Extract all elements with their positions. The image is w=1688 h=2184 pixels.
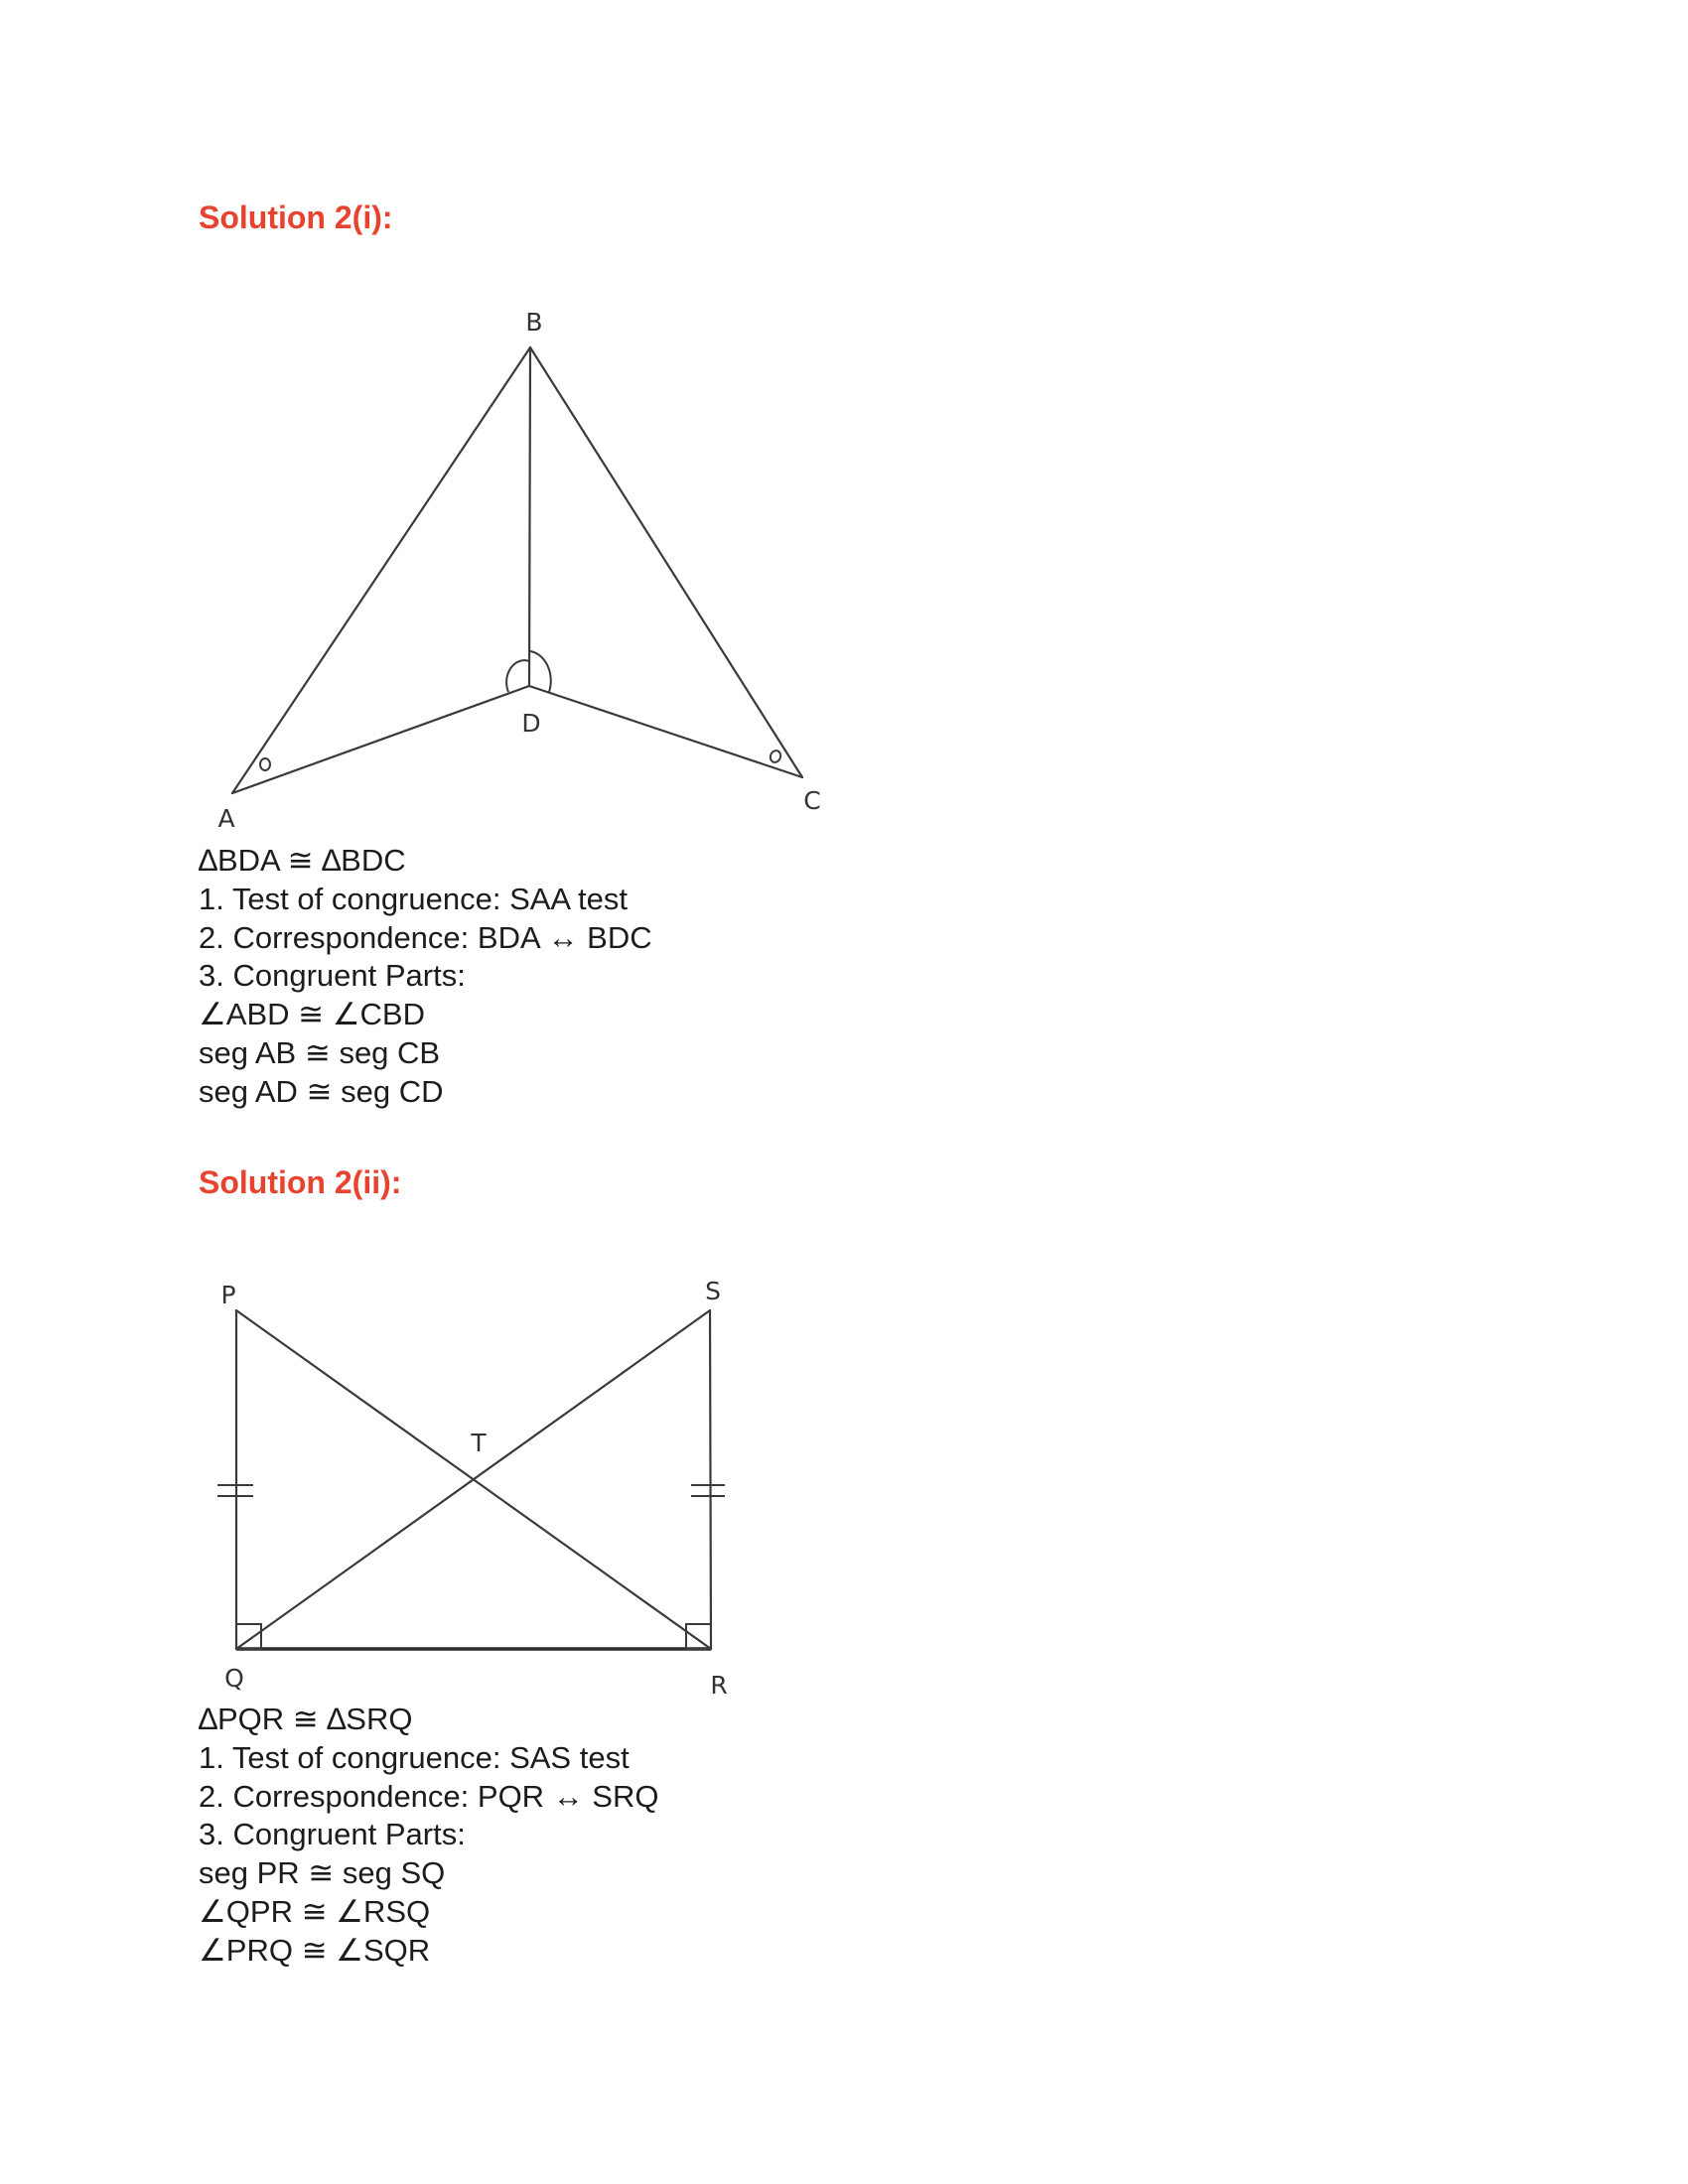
congruent-parts-label: 3. Congruent Parts: xyxy=(199,958,466,994)
test-of-congruence: 1. Test of congruence: SAS test xyxy=(199,1739,630,1775)
vertex-label-p: P xyxy=(220,1281,236,1309)
congruent-part: ∠ABD ≅ ∠CBD xyxy=(199,997,425,1032)
congruence-statement: ∆BDA ≅ ∆BDC xyxy=(199,843,406,878)
vertex-label-t: T xyxy=(471,1429,487,1457)
vertex-label-r: R xyxy=(710,1671,728,1700)
vertex-label-c: C xyxy=(803,786,821,815)
correspondence: 2. Correspondence: BDA ↔ BDC xyxy=(199,919,652,955)
correspondence: 2. Correspondence: PQR ↔ SRQ xyxy=(199,1778,659,1814)
congruent-part: ∠PRQ ≅ ∠SQR xyxy=(199,1932,431,1968)
congruent-part: seg PR ≅ seg SQ xyxy=(199,1855,446,1891)
congruent-parts-label: 3. Congruent Parts: xyxy=(199,1817,466,1852)
test-of-congruence: 1. Test of congruence: SAA test xyxy=(199,881,628,916)
solution-2ii-text xyxy=(199,1701,658,1971)
congruent-part: ∠QPR ≅ ∠RSQ xyxy=(199,1893,431,1929)
figure-edges xyxy=(236,1310,711,1649)
vertex-label-s: S xyxy=(705,1277,721,1305)
congruent-part: seg AD ≅ seg CD xyxy=(199,1073,444,1109)
vertex-label-b: B xyxy=(525,308,543,337)
solution-2i-heading: Solution 2(i): xyxy=(199,200,393,235)
vertex-label-d: D xyxy=(521,709,541,738)
congruent-part: seg AB ≅ seg CB xyxy=(199,1034,441,1070)
solution-2ii-heading: Solution 2(ii): xyxy=(199,1164,402,1200)
congruence-statement: ∆PQR ≅ ∆SRQ xyxy=(199,1702,413,1736)
vertex-label-q: Q xyxy=(224,1664,244,1693)
vertex-label-a: A xyxy=(217,804,235,833)
edge-sr xyxy=(710,1310,711,1649)
